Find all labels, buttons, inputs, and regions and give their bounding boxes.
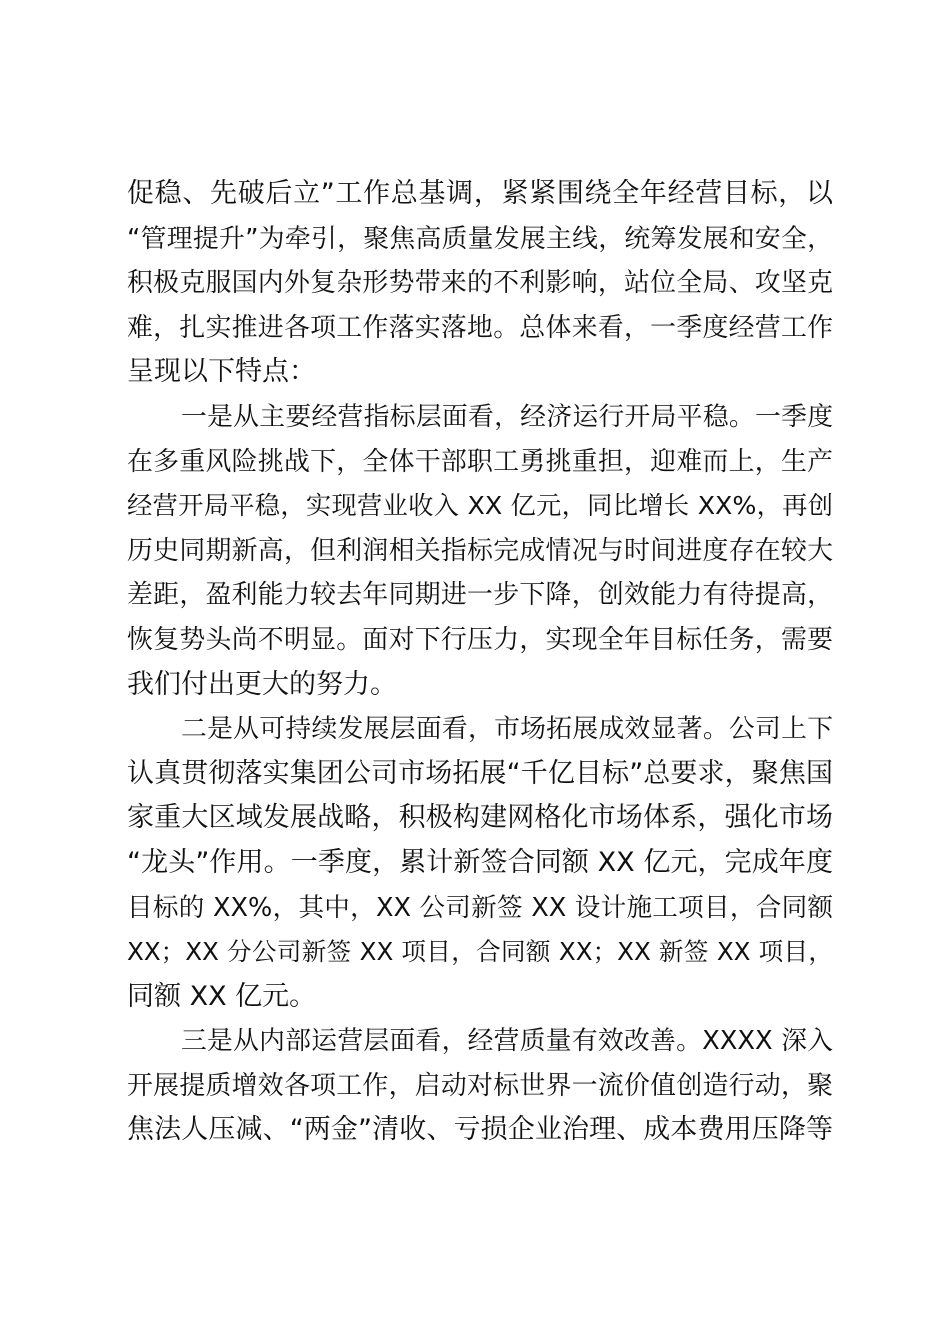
text-line: 难，扎实推进各项工作落实落地。总体来看，一季度经营工作 xyxy=(127,312,833,343)
text-line: 积极克服国内外复杂形势带来的不利影响，站位全局、攻坚克 xyxy=(127,268,833,299)
text-line: “龙头”作用。一季度，累计新签合同额 XX 亿元，完成年度 xyxy=(127,846,833,878)
text-line: 认真贯彻落实集团公司市场拓展“千亿目标”总要求，聚焦国 xyxy=(127,757,833,789)
text-line: 一是从主要经营指标层面看，经济运行开局平稳。一季度 xyxy=(181,401,833,432)
text-line: 促稳、先破后立”工作总基调，紧紧围绕全年经营目标，以 xyxy=(127,178,833,209)
text-line: 三是从内部运营层面看，经营质量有效改善。XXXX 深入 xyxy=(181,1026,833,1057)
text-line: 家重大区域发展战略，积极构建网格化市场体系，强化市场 xyxy=(127,802,833,834)
text-line: 我们付出更大的努力。 xyxy=(127,668,397,700)
text-line: 呈现以下特点： xyxy=(127,356,316,388)
text-line: XX；XX 分公司新签 XX 项目，合同额 XX；XX 新签 XX 项目， xyxy=(127,937,833,967)
text-line: 恢复势头尚不明显。面对下行压力，实现全年目标任务，需要 xyxy=(127,624,833,655)
document-body xyxy=(127,172,833,1153)
text-line: 目标的 XX%，其中，XX 公司新签 XX 设计施工项目，合同额 xyxy=(127,892,833,923)
text-line: 二是从可持续发展层面看，市场拓展成效显著。公司上下 xyxy=(181,714,833,745)
text-line: 同额 XX 亿元。 xyxy=(127,980,317,1012)
text-line: 历史同期新高，但利润相关指标完成情况与时间进度存在较大 xyxy=(127,535,833,566)
text-line: 在多重风险挑战下，全体干部职工勇挑重担，迎难而上，生产 xyxy=(127,446,833,477)
text-line: 差距，盈利能力较去年同期进一步下降，创效能力有待提高， xyxy=(127,580,833,611)
text-line: “管理提升”为牵引，聚焦高质量发展主线，统筹发展和安全， xyxy=(127,223,833,254)
text-line: 经营开局平稳，实现营业收入 XX 亿元，同比增长 XX%，再创 xyxy=(127,491,833,521)
text-line: 开展提质增效各项工作，启动对标世界一流价值创造行动，聚 xyxy=(127,1070,833,1101)
text-line: 焦法人压减、“两金”清收、亏损企业治理、成本费用压降等 xyxy=(127,1114,833,1146)
